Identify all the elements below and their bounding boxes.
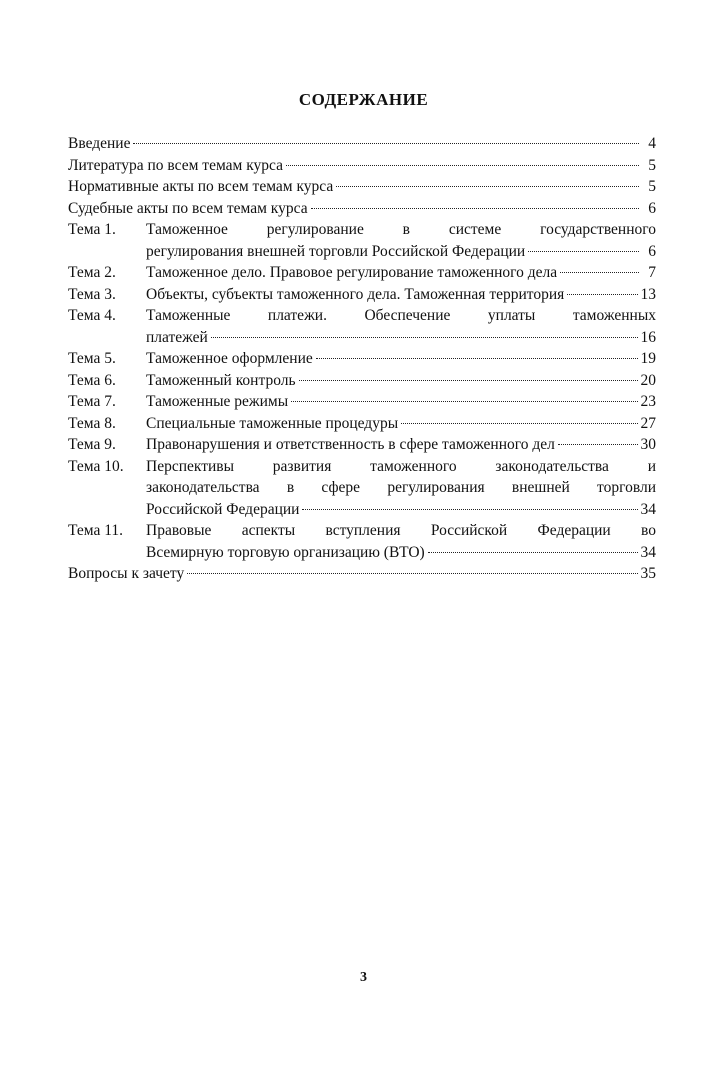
toc-entry-page: 5 <box>648 178 656 195</box>
topic-title-line: Российской Федерации <box>146 500 300 518</box>
toc-topic-6[interactable] <box>68 370 656 392</box>
page-number: 3 <box>360 970 367 985</box>
topic-title-line: Всемирную торговую организацию (ВТО) <box>146 543 425 561</box>
toc-topic-1[interactable] <box>68 219 656 262</box>
dot-leader <box>133 143 639 144</box>
topic-number: Тема 11. <box>68 522 124 539</box>
toc-topic-7[interactable] <box>68 391 656 413</box>
toc-entry-page: 30 <box>640 436 656 453</box>
toc-entry-page: 20 <box>640 371 656 389</box>
topic-title-line: Таможенные платежи. Обеспечение уплаты таможенных <box>146 307 656 324</box>
toc-entry-page: 4 <box>648 135 656 152</box>
topic-number: Тема 3. <box>68 285 116 303</box>
dot-leader <box>560 272 639 273</box>
dot-leader <box>567 294 637 295</box>
topic-title-line: платежей <box>146 328 208 346</box>
topic-title-line: Специальные таможенные процедуры <box>146 414 399 432</box>
toc-topic-5[interactable] <box>68 348 656 370</box>
dot-leader <box>291 401 637 402</box>
toc-entry-page: 23 <box>640 393 656 410</box>
topic-number: Тема 10. <box>68 457 124 475</box>
toc-topic-3[interactable] <box>68 284 656 306</box>
dot-leader <box>336 186 639 187</box>
toc-entry-label: Литература по всем темам курса <box>68 156 283 174</box>
dot-leader <box>428 552 638 553</box>
topic-title-line: регулирования внешней торговли Российской Федерации <box>146 242 526 260</box>
topic-title-line: Правонарушения и ответственность в сфере таможенного дел <box>146 436 555 453</box>
toc-topic-10[interactable] <box>68 456 656 521</box>
topic-title-line: Объекты, субъекты таможенного дела. Таможенная территория <box>146 285 565 303</box>
dot-leader <box>302 509 637 510</box>
topic-title-line: Таможенное регулирование в системе государственного <box>146 221 656 238</box>
toc-topic-2[interactable] <box>68 262 656 284</box>
dot-leader <box>187 573 637 574</box>
dot-leader <box>211 337 638 338</box>
dot-leader <box>311 208 639 209</box>
topic-number: Тема 9. <box>68 436 116 453</box>
toc-entry-page: 7 <box>648 264 656 281</box>
topic-title-line: Таможенное оформление <box>146 350 313 367</box>
dot-leader <box>528 251 639 252</box>
toc-entry-label: Вопросы к зачету <box>68 565 185 582</box>
dot-leader <box>286 165 639 166</box>
toc-entry-exam-questions[interactable] <box>68 563 656 585</box>
toc-entry-literature[interactable] <box>68 155 656 177</box>
toc-entry-page: 19 <box>640 350 656 367</box>
toc-topic-8[interactable] <box>68 413 656 435</box>
topic-number: Тема 1. <box>68 221 116 238</box>
toc-entry-page: 6 <box>648 199 656 217</box>
toc-entry-page: 13 <box>640 285 656 303</box>
toc-entry-introduction[interactable] <box>68 133 656 155</box>
topic-number: Тема 2. <box>68 264 116 281</box>
topic-title-line: Таможенное дело. Правовое регулирование таможенного дела <box>146 264 558 281</box>
toc-entry-page: 35 <box>640 565 656 582</box>
topic-title-line: Таможенные режимы <box>146 393 289 410</box>
topic-number: Тема 5. <box>68 350 116 367</box>
dot-leader <box>401 423 637 424</box>
topic-title-line: Таможенный контроль <box>146 371 296 389</box>
topic-title-line: Правовые аспекты вступления Российской Федерации во <box>146 522 656 539</box>
toc-topic-9[interactable] <box>68 434 656 456</box>
toc-entry-judicial-acts[interactable] <box>68 198 656 220</box>
toc-entry-page: 34 <box>640 500 656 518</box>
toc-entry-label: Нормативные акты по всем темам курса <box>68 178 334 195</box>
toc-topic-11[interactable] <box>68 520 656 563</box>
table-of-contents <box>68 133 656 585</box>
dot-leader <box>299 380 638 381</box>
toc-entry-page: 6 <box>648 242 656 260</box>
topic-number: Тема 6. <box>68 371 116 389</box>
topic-title-line: законодательства в сфере регулирования внешней торговли <box>146 479 656 496</box>
topic-number: Тема 7. <box>68 393 116 410</box>
toc-entry-page: 5 <box>648 156 656 174</box>
topic-title-line: Перспективы развития таможенного законодательства и <box>146 457 656 475</box>
topic-number: Тема 4. <box>68 307 116 324</box>
toc-entry-page: 27 <box>640 414 656 432</box>
dot-leader <box>316 358 638 359</box>
toc-entry-page: 16 <box>640 328 656 346</box>
topic-number: Тема 8. <box>68 414 116 432</box>
toc-entry-normative-acts[interactable] <box>68 176 656 198</box>
dot-leader <box>558 444 638 445</box>
toc-entry-label: Введение <box>68 135 131 152</box>
toc-topic-4[interactable] <box>68 305 656 348</box>
page-title: СОДЕРЖАНИЕ <box>298 90 429 109</box>
toc-entry-page: 34 <box>640 543 656 561</box>
toc-entry-label: Судебные акты по всем темам курса <box>68 199 308 217</box>
